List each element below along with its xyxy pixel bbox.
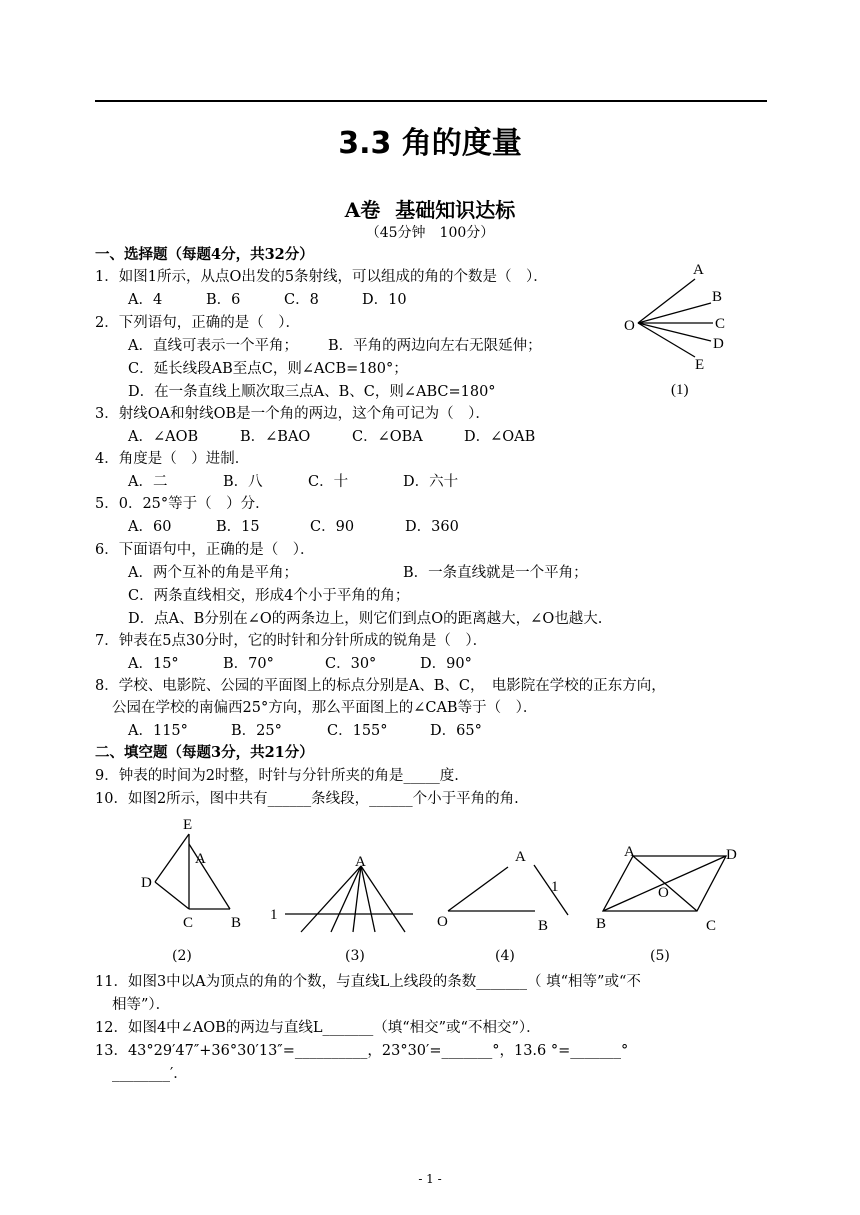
q1-option-c: C．8 xyxy=(284,292,319,308)
subtitle-part: A卷 xyxy=(344,198,381,222)
fig2-label-c: C xyxy=(183,915,194,931)
fig1-label-a: A xyxy=(693,262,704,278)
q6-option-d: D．点A、B分别在∠O的两条边上，则它们到点O的距离越大，∠O也越大. xyxy=(128,611,603,627)
page-title: 3.3 角的度量 xyxy=(338,126,522,161)
fig5-label-d: D xyxy=(726,847,737,863)
fig2-label-d: D xyxy=(141,875,152,891)
q4-option-b: B．八 xyxy=(223,474,263,490)
q6-stem: 6．下面语句中，正确的是（ ）． xyxy=(95,542,315,558)
figure-2-triangles xyxy=(135,812,255,932)
q2-option-b: B．平角的两边向左右无限延伸； xyxy=(328,338,542,354)
fig2-caption: (2) xyxy=(172,948,192,964)
fig1-label-d: D xyxy=(713,336,724,352)
q6-option-a: A．两个互补的角是平角； xyxy=(128,565,298,581)
fig5-label-b: B xyxy=(596,916,607,932)
section-subtitle xyxy=(0,194,860,223)
q2-option-a: A．直线可表示一个平角； xyxy=(128,338,298,354)
q3-option-b: B．∠BAO xyxy=(240,429,311,445)
q10-stem: 10．如图2所示，图中共有______条线段，______个小于平角的角. xyxy=(95,791,519,807)
q4-option-d: D．六十 xyxy=(403,474,459,490)
q3-option-d: D．∠OAB xyxy=(464,429,536,445)
fig1-label-e: E xyxy=(695,357,705,373)
q3-option-c: C．∠OBA xyxy=(352,429,423,445)
q12-stem: 12．如图4中∠AOB的两边与直线L_______（填“相交”或“不相交”）． xyxy=(95,1020,541,1036)
q7-stem: 7．钟表在5点30分时，它的时针和分针所成的锐角是（ ）． xyxy=(95,633,488,649)
q7-option-d: D．90° xyxy=(420,656,472,672)
q2-option-c: C．延长线段AB至点C，则∠ACB=180°； xyxy=(128,361,408,377)
fig4-label-1: 1 xyxy=(551,879,559,895)
q13-line2: ________′． xyxy=(112,1066,188,1082)
q6-option-b: B．一条直线就是一个平角； xyxy=(403,565,588,581)
q11-line2: 相等”）． xyxy=(112,997,171,1013)
q8-option-c: C．155° xyxy=(327,723,388,739)
fig3-label-a: A xyxy=(355,854,366,870)
fig1-label-c: C xyxy=(715,316,726,332)
q3-option-a: A．∠AOB xyxy=(128,429,199,445)
q5-option-a: A．60 xyxy=(128,519,172,535)
q13-line1: 13．43°29′47″+36°30′13″=__________，23°30′=_______°，13.6 °=_______° xyxy=(95,1043,629,1059)
fig5-label-o: O xyxy=(658,885,669,901)
fig5-label-c: C xyxy=(706,918,717,934)
fig2-label-e: E xyxy=(183,817,193,833)
fig1-label-b: B xyxy=(712,289,723,305)
fig2-label-a: A xyxy=(195,851,206,867)
fig3-label-1: 1 xyxy=(270,907,278,923)
q1-option-a: A．4 xyxy=(128,292,163,308)
q8-options xyxy=(128,722,482,740)
q5-stem: 5．0．25°等于（ ）分． xyxy=(95,496,270,512)
q8-option-b: B．25° xyxy=(231,723,282,739)
q7-option-c: C．30° xyxy=(325,656,377,672)
q4-options xyxy=(128,473,458,491)
subtitle-name: 基础知识达标 xyxy=(395,198,516,222)
page-number: - 1 - xyxy=(418,1172,442,1186)
time-note: （45分钟 100分） xyxy=(365,225,495,241)
q9-stem: 9．钟表的时间为2时整，时针与分针所夹的角是_____度. xyxy=(95,768,459,784)
q3-options xyxy=(128,428,535,446)
q5-option-b: B．15 xyxy=(216,519,260,535)
q1-option-d: D．10 xyxy=(362,292,407,308)
figure-1-rays xyxy=(615,255,745,405)
q3-stem: 3．射线OA和射线OB是一个角的两边，这个角可记为（ ）． xyxy=(95,406,490,422)
q4-option-c: C．十 xyxy=(308,474,349,490)
q8-option-a: A．115° xyxy=(128,723,188,739)
q7-options xyxy=(128,655,472,673)
fig4-label-a: A xyxy=(515,849,526,865)
q6-option-c: C．两条直线相交，形成4个小于平角的角； xyxy=(128,588,410,604)
q1-stem: 1．如图1所示，从点O出发的5条射线，可以组成的角的个数是（ ）． xyxy=(95,269,548,285)
q8-option-d: D．65° xyxy=(430,723,482,739)
header-rule xyxy=(95,100,767,102)
q11-line1: 11．如图3中以A为顶点的角的个数，与直线L上线段的条数_______（ 填“相等”或“不 xyxy=(95,974,641,990)
q4-stem: 4．角度是（ ）进制． xyxy=(95,451,250,467)
fig5-caption: (5) xyxy=(650,948,670,964)
q5-option-c: C．90 xyxy=(310,519,355,535)
fig4-label-o: O xyxy=(437,914,448,930)
q2-stem: 2．下列语句，正确的是（ ）． xyxy=(95,315,300,331)
q1-option-b: B．6 xyxy=(206,292,241,308)
q5-option-d: D．360 xyxy=(405,519,459,535)
q1-options xyxy=(128,291,407,309)
section1-heading: 一、选择题（每题4分，共32分） xyxy=(95,246,314,263)
figure-4-angle xyxy=(430,840,585,940)
q7-option-b: B．70° xyxy=(223,656,274,672)
fig5-label-a: A xyxy=(624,844,635,860)
figure-5-parallelogram xyxy=(590,838,770,938)
q5-options xyxy=(128,518,459,536)
fig1-caption: (1) xyxy=(671,382,689,398)
q7-option-a: A．15° xyxy=(128,656,179,672)
q8-line2: 公园在学校的南偏西25°方向，那么平面图上的∠CAB等于（ ）． xyxy=(112,700,538,716)
q2-option-d: D．在一条直线上顺次取三点A、B、C，则∠ABC=180° xyxy=(128,384,496,400)
q4-option-a: A．二 xyxy=(128,474,168,490)
fig1-label-o: O xyxy=(624,318,635,334)
fig2-label-b: B xyxy=(231,915,242,931)
q8-line1: 8．学校、电影院、公园的平面图上的标点分别是A、B、C， 电影院在学校的正东方向， xyxy=(95,678,666,694)
fig4-caption: (4) xyxy=(495,948,515,964)
fig3-caption: (3) xyxy=(345,948,365,964)
section2-heading: 二、填空题（每题3分，共21分） xyxy=(95,744,314,761)
fig4-label-b: B xyxy=(538,918,549,934)
figure-3-fan xyxy=(265,850,425,935)
